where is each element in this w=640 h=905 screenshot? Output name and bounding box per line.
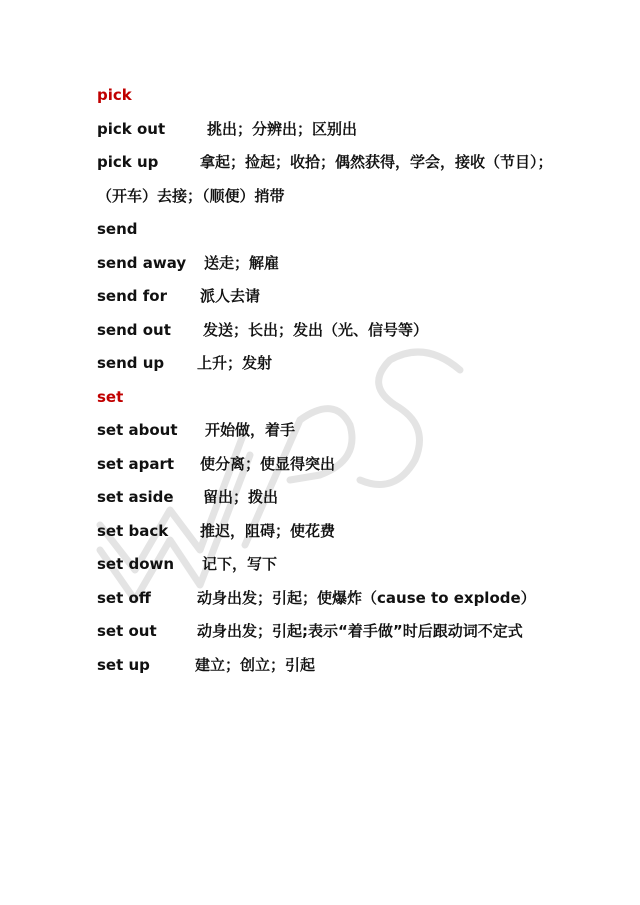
entry-send-away [97,250,280,276]
entry-set-about [97,417,296,443]
entry-set-off [97,585,536,611]
meaning: 使分离；使显得突出 [200,455,336,473]
meaning: 拿起；捡起；收拾；偶然获得，学会，接收（节目）； [200,153,553,171]
meaning: 动身出发；引起;表示“着手做”时后跟动词不定式 [197,622,523,640]
entry-send-up [97,350,273,376]
phrase: set aside [97,488,174,506]
meaning: 动身出发；引起；使爆炸（cause to explode） [197,589,536,607]
entry-set-down [97,551,278,577]
entry-set-apart [97,451,336,477]
entry-send-for [97,283,261,309]
meaning: 记下，写下 [202,555,278,573]
meaning: 挑出；分辨出；区别出 [207,120,358,138]
entry-set-out [97,618,523,644]
phrase: pick up [97,153,159,171]
phrase: set up [97,656,150,674]
phrase: send away [97,254,187,272]
section-heading-send: send [97,220,138,238]
meaning: 派人去请 [200,287,261,305]
phrase: set back [97,522,169,540]
phrase: send for [97,287,167,305]
phrase: pick out [97,120,166,138]
entry-set-back [97,518,336,544]
entry-send-out [97,317,429,343]
meaning: 推迟，阻碍；使花费 [200,522,336,540]
phrase: send up [97,354,165,372]
phrase: set apart [97,455,175,473]
meaning: 发送；长出；发出（光、信号等） [203,321,429,339]
meaning: 送走；解雇 [204,254,280,272]
phrase: send out [97,321,171,339]
section-heading-set: set [97,388,124,406]
meaning: 上升；发射 [197,354,273,372]
meaning: 留出；拨出 [203,488,279,506]
meaning: 开始做，着手 [205,421,296,439]
phrase: set out [97,622,157,640]
phrase: set off [97,589,151,607]
phrase: set down [97,555,175,573]
phrase: set about [97,421,178,439]
meaning: （开车）去接；（顺便）捎带 [97,187,285,205]
section-heading-pick: pick [97,86,132,104]
entry-set-up [97,652,316,678]
meaning: 建立；创立；引起 [195,656,316,674]
entry-pick-up [97,149,553,175]
entry-set-aside [97,484,279,510]
entry-pick-out [97,116,358,142]
